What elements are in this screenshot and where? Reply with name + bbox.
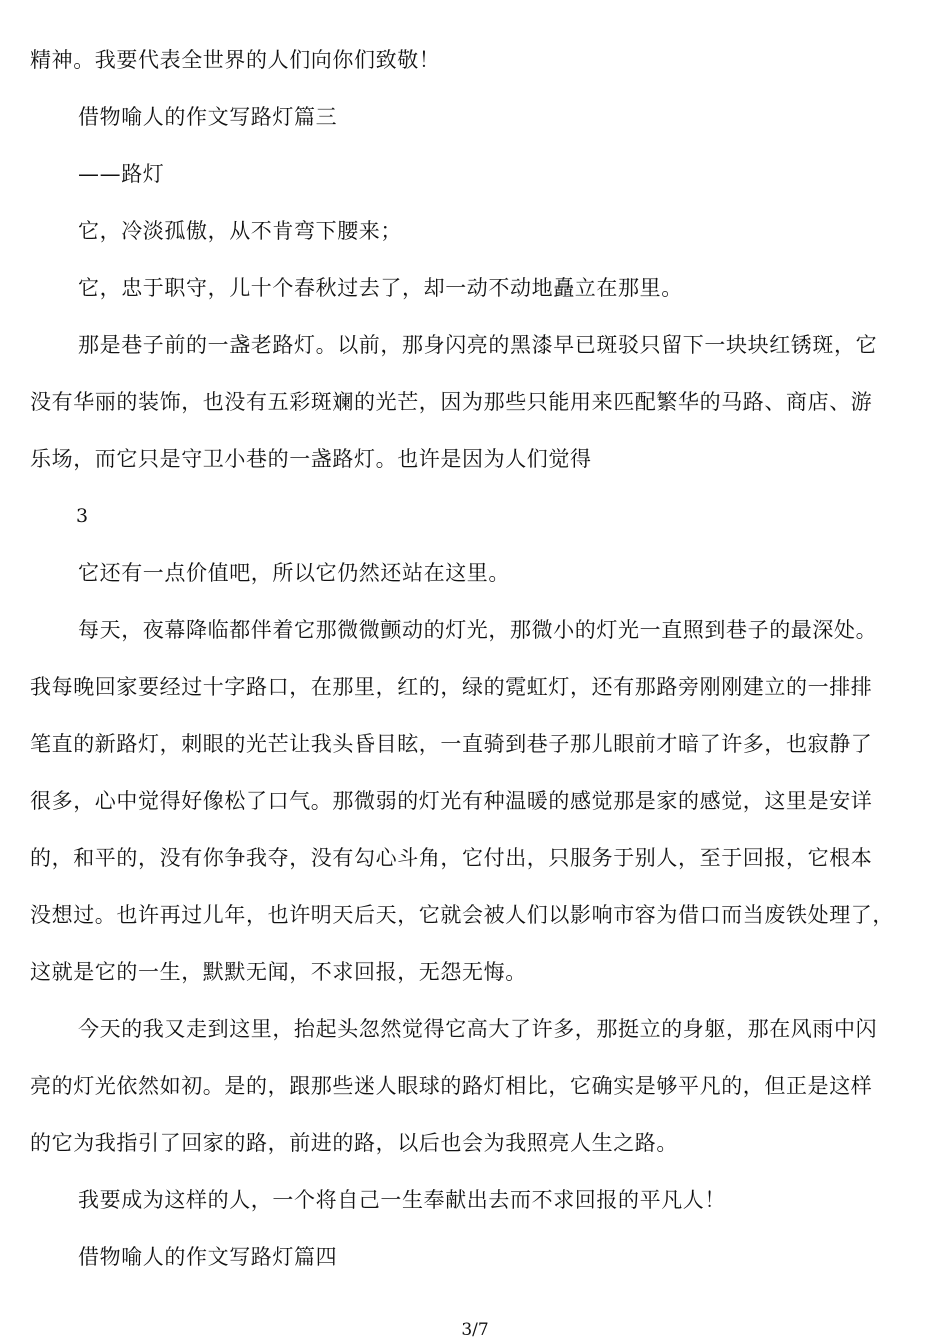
text-line: 乐场，而它只是守卫小巷的一盏路灯。也许是因为人们觉得 <box>30 447 592 471</box>
text-line: 笔直的新路灯，刺眼的光芒让我头昏目眩，一直骑到巷子那儿眼前才暗了许多，也寂静了 <box>30 732 873 756</box>
text-line: 我每晚回家要经过十字路口，在那里，红的，绿的霓虹灯，还有那路旁刚刚建立的一排排 <box>30 675 873 699</box>
text-line: 它，冷淡孤傲，从不肯弯下腰来； <box>78 219 402 243</box>
text-line: 精神。我要代表全世界的人们向你们致敬！ <box>30 48 441 72</box>
text-line: 我要成为这样的人，一个将自己一生奉献出去而不求回报的平凡人！ <box>78 1188 726 1212</box>
text-line: 它还有一点价值吧，所以它仍然还站在这里。 <box>78 561 510 585</box>
subtitle: ——路灯 <box>78 162 165 186</box>
text-line: 亮的灯光依然如初。是的，跟那些迷人眼球的路灯相比，它确实是够平凡的，但正是这样 <box>30 1074 873 1098</box>
section-heading: 借物喻人的作文写路灯篇四 <box>78 1245 338 1269</box>
text-line: 很多，心中觉得好像松了口气。那微弱的灯光有种温暖的感觉那是家的感觉，这里是安详 <box>30 789 873 813</box>
text-line: 的它为我指引了回家的路，前进的路，以后也会为我照亮人生之路。 <box>30 1131 678 1155</box>
text-line: 它，忠于职守，儿十个春秋过去了，却一动不动地矗立在那里。 <box>78 276 683 300</box>
text-line: 那是巷子前的一盏老路灯。以前，那身闪亮的黑漆早已斑驳只留下一块块红锈斑，它 <box>78 333 878 357</box>
text-line: 每天，夜幕降临都伴着它那微微颤动的灯光，那微小的灯光一直照到巷子的最深处。 <box>78 618 878 642</box>
text-line: 这就是它的一生，默默无闻，不求回报，无怨无悔。 <box>30 960 527 984</box>
text-line: 的，和平的，没有你争我夺，没有勾心斗角，它付出，只服务于别人，至于回报，它根本 <box>30 846 873 870</box>
text-line: 今天的我又走到这里，抬起头忽然觉得它高大了许多，那挺立的身躯，那在风雨中闪 <box>78 1017 878 1041</box>
page-footer-number: 3/7 <box>461 1320 489 1340</box>
inline-page-number: 3 <box>76 505 89 527</box>
text-line: 没有华丽的装饰，也没有五彩斑斓的光芒，因为那些只能用来匹配繁华的马路、商店、游 <box>30 390 873 414</box>
section-heading: 借物喻人的作文写路灯篇三 <box>78 105 338 129</box>
text-line: 没想过。也许再过儿年，也许明天后天，它就会被人们以影响市容为借口而当废铁处理了， <box>30 903 894 927</box>
